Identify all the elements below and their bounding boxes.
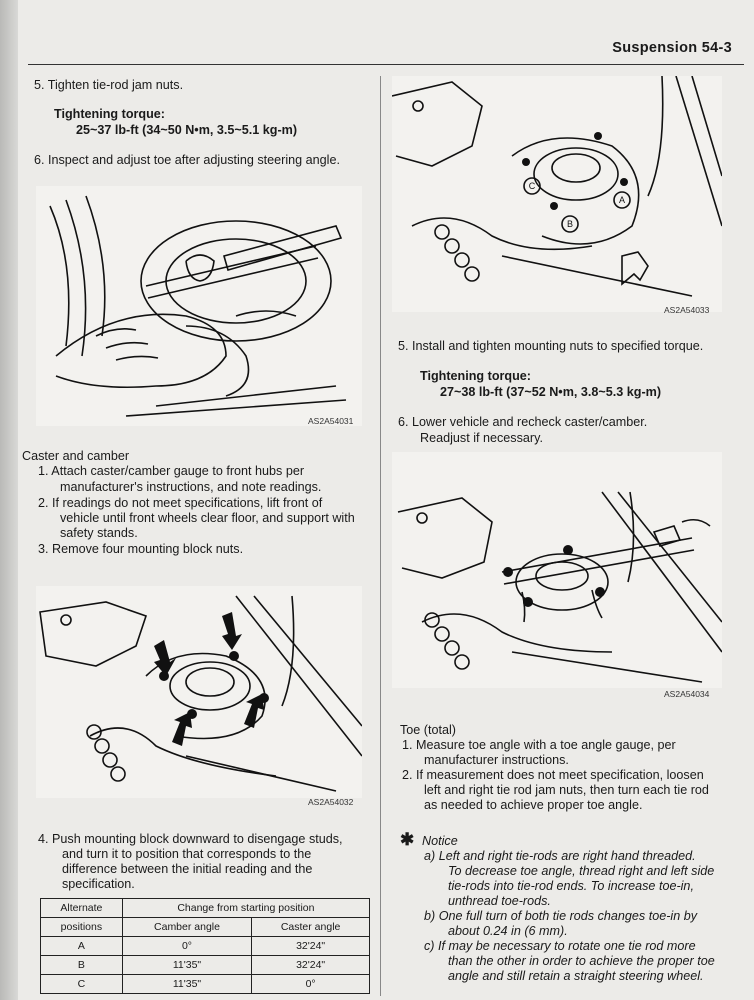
- header-positions: positions: [41, 918, 123, 937]
- notice-a-line-3: tie-rods into tie-rod ends. To increase toe-in,: [448, 879, 694, 893]
- caster-step-1-line-1: 1. Attach caster/camber gauge to front hubs per: [38, 464, 305, 478]
- toe-step-1-line-1: 1. Measure toe angle with a toe angle gauge, per: [402, 738, 676, 752]
- wrench-tie-rod-illustration: [36, 186, 362, 426]
- torque-value-1: 25~37 lb-ft (34~50 N•m, 3.5~5.1 kg-m): [76, 123, 298, 137]
- caster-cell: 32'24": [252, 956, 370, 975]
- header-camber: Camber angle: [122, 918, 251, 937]
- caster-cell: 32'24": [252, 937, 370, 956]
- caster-step-3: 3. Remove four mounting block nuts.: [38, 542, 244, 556]
- notice-c-line-2: than the other in order to achieve the proper toe: [448, 954, 715, 968]
- step-6-left: 6. Inspect and adjust toe after adjusting steering angle.: [34, 153, 340, 167]
- torque-label-2: Tightening torque:: [420, 369, 531, 383]
- figure-code-2: AS2A54032: [308, 797, 354, 807]
- table-header-row: [41, 899, 370, 918]
- caster-cell: 0°: [252, 975, 370, 994]
- figure-code-4: AS2A54034: [664, 689, 710, 699]
- header-caster: Caster angle: [252, 918, 370, 937]
- binding-edge: [0, 0, 18, 1000]
- camber-cell: 11'35": [122, 975, 251, 994]
- table-subheader-row: [41, 918, 370, 937]
- caster-step-2-line-2: vehicle until front wheels clear floor, and support with: [60, 511, 355, 525]
- alternate-positions-table: [40, 898, 370, 994]
- torque-label-1: Tightening torque:: [54, 107, 165, 121]
- notice-a-line-4: unthread toe-rods.: [448, 894, 551, 908]
- notice-a-line-1: a) Left and right tie-rods are right hand threaded.: [424, 849, 696, 863]
- callout-c: C: [528, 181, 536, 191]
- mounting-block-nuts-illustration: [36, 586, 362, 798]
- notice-a-line-2: To decrease toe angle, thread right and left side: [448, 864, 715, 878]
- table-row: [41, 975, 370, 994]
- notice-c-line-1: c) If may be necessary to rotate one tie rod more: [424, 939, 696, 953]
- figure-code-1: AS2A54031: [308, 416, 354, 426]
- toe-step-2-line-1: 2. If measurement does not meet specification, loosen: [402, 768, 704, 782]
- callout-a: A: [618, 195, 626, 205]
- caster-step-4-line-4: specification.: [62, 877, 135, 891]
- notice-b-line-1: b) One full turn of both tie rods changes toe-in by: [424, 909, 698, 923]
- position-cell: B: [41, 956, 123, 975]
- caster-step-4-line-2: and turn it to position that corresponds to the: [62, 847, 312, 861]
- caster-step-2-line-1: 2. If readings do not meet specifications, lift front of: [38, 496, 323, 510]
- header-change: Change from starting position: [122, 899, 369, 918]
- toe-step-2-line-2: left and right tie rod jam nuts, then turn each tie rod: [424, 783, 709, 797]
- caster-step-2-line-3: safety stands.: [60, 526, 138, 540]
- step-5-left: 5. Tighten tie-rod jam nuts.: [34, 78, 184, 92]
- camber-cell: 11'35": [122, 956, 251, 975]
- notice-c-line-3: angle and still retain a straight steering wheel.: [448, 969, 704, 983]
- step-6-right-line-2: Readjust if necessary.: [420, 431, 543, 445]
- header-rule: [28, 64, 744, 65]
- position-cell: C: [41, 975, 123, 994]
- column-divider: [380, 76, 381, 996]
- step-6-right-line-1: 6. Lower vehicle and recheck caster/camber.: [398, 415, 648, 429]
- torque-value-2: 27~38 lb-ft (37~52 N•m, 3.8~5.3 kg-m): [440, 385, 662, 399]
- toe-adjust-illustration: [392, 452, 722, 688]
- table-row: [41, 956, 370, 975]
- caster-step-4-line-1: 4. Push mounting block downward to disengage studs,: [38, 832, 343, 846]
- toe-heading: Toe (total): [400, 723, 456, 737]
- notice-asterisk-icon: ✱: [400, 830, 415, 849]
- table-row: [41, 937, 370, 956]
- caster-step-4-line-3: difference between the initial reading and the: [62, 862, 313, 876]
- figure-code-3: AS2A54033: [664, 305, 710, 315]
- page-header: Suspension 54-3: [612, 40, 732, 56]
- caster-camber-heading: Caster and camber: [22, 449, 130, 463]
- header-alternate: Alternate: [41, 899, 123, 918]
- callout-b: B: [566, 219, 574, 229]
- notice-title: Notice: [422, 834, 458, 848]
- camber-cell: 0°: [122, 937, 251, 956]
- position-cell: A: [41, 937, 123, 956]
- notice-b-line-2: about 0.24 in (6 mm).: [448, 924, 568, 938]
- toe-step-1-line-2: manufacturer instructions.: [424, 753, 569, 767]
- step-5-right: 5. Install and tighten mounting nuts to specified torque.: [398, 339, 704, 353]
- caster-step-1-line-2: manufacturer's instructions, and note readings.: [60, 480, 322, 494]
- strut-mount-abc-illustration: [392, 76, 722, 312]
- toe-step-2-line-3: as needed to achieve proper toe angle.: [424, 798, 643, 812]
